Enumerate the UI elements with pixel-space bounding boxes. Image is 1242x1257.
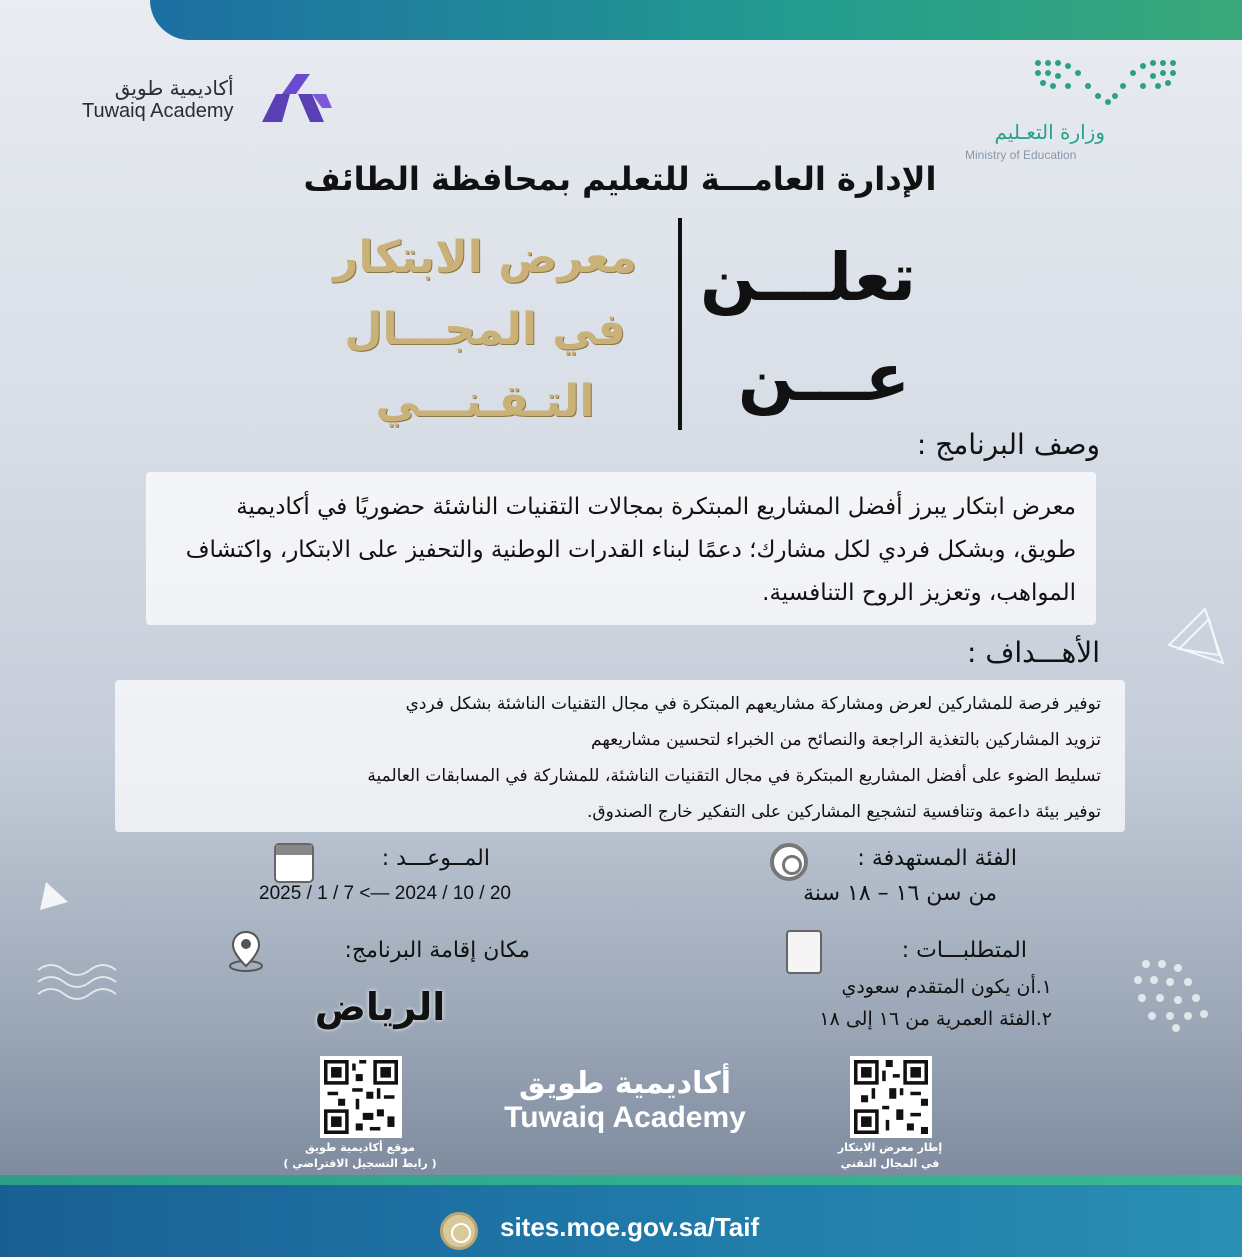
requirement-item: ٢.الفئة العمرية من ١٦ إلى ١٨ — [819, 1008, 1052, 1030]
target-label: الفئة المستهدفة : — [857, 846, 1017, 871]
footer-url-link[interactable]: sites.moe.gov.sa/Taif — [500, 1212, 760, 1242]
qr-right-caption — [820, 1140, 960, 1172]
goals-label: الأهـــداف : — [967, 636, 1100, 669]
triangle-outline-deco-icon — [1165, 605, 1227, 667]
target-value: من سن ١٦ – ١٨ سنة — [803, 881, 997, 906]
tuwaiq-logo-top — [82, 76, 234, 123]
date-label: المــوعـــد : — [381, 846, 490, 871]
qr-left-caption-line2: ( رابط التسجيل الافتراضي ) — [283, 1157, 437, 1170]
qr-right-caption-line1: إطار معرض الابتكار — [837, 1141, 943, 1154]
top-banner — [150, 0, 1242, 40]
exhibit-line1: معرض الابتكار — [333, 232, 637, 283]
footer-accent-line — [0, 1175, 1242, 1185]
vertical-divider — [678, 218, 682, 430]
tuwaiq-bottom-en: Tuwaiq Academy — [504, 1101, 746, 1134]
description-label: وصف البرنامج : — [916, 428, 1100, 461]
qr-code-icon[interactable] — [320, 1056, 402, 1138]
goal-item: توفير بيئة داعمة وتنافسية لتشجيع المشاركين على التفكير خارج الصندوق. — [587, 802, 1101, 822]
moe-name-ar: وزارة التعـليم — [994, 120, 1105, 144]
place-section — [230, 938, 530, 1029]
exhibit-line3: التـقـنـــي — [375, 376, 595, 427]
announce-text — [700, 228, 917, 428]
wave-deco-icon — [36, 950, 126, 1010]
exhibit-line2: في المجـــال — [344, 304, 626, 355]
qr-left-caption-line1: موقع أكاديمية طويق — [305, 1141, 415, 1154]
requirements-section — [607, 938, 1052, 1035]
announce-line2: عـــن — [737, 339, 910, 416]
moe-name-en: Ministry of Education — [965, 148, 1077, 162]
goal-item: تزويد المشاركين بالتغذية الراجعة والنصائح من الخبراء لتحسين مشاريعهم — [591, 730, 1101, 750]
place-city: الرياض — [314, 985, 446, 1029]
goal-item: تسليط الضوء على أفضل المشاريع المبتكرة في مجال التقنيات الناشئة، للمشاركة في المسابقات العالمية — [367, 766, 1101, 786]
exhibit-title — [330, 222, 640, 438]
globe-icon — [440, 1212, 478, 1250]
qr-code-icon[interactable] — [850, 1056, 932, 1138]
tuwaiq-logo-bottom — [500, 1066, 750, 1135]
place-label: مكان إقامة البرنامج: — [344, 938, 530, 963]
goal-item: توفير فرصة للمشاركين لعرض ومشاركة مشاريعهم المبتكرة في مجال التقنيات الناشئة بشكل فردي — [405, 694, 1101, 714]
requirement-item: ١.أن يكون المتقدم سعودي — [841, 976, 1052, 998]
tuwaiq-name-en: Tuwaiq Academy — [82, 100, 234, 122]
date-value: 2025 / 1 / 7 <— 2024 / 10 / 20 — [259, 883, 511, 904]
tuwaiq-name-ar: أكاديمية طويق — [114, 76, 234, 100]
qr-left-caption — [270, 1140, 450, 1172]
tuwaiq-logo-icon — [262, 74, 332, 124]
qr-right-caption-line2: في المجال التقني — [840, 1157, 940, 1170]
requirements-label: المتطلبـــات : — [901, 938, 1027, 963]
header-title: الإدارة العامـــة للتعليم بمحافظة الطائف — [303, 160, 937, 198]
moe-logo-icon — [1033, 58, 1178, 108]
moe-logo — [965, 58, 1180, 162]
target-section — [737, 846, 1017, 906]
requirements-list — [607, 971, 1052, 1035]
announce-line1: تعلـــن — [700, 239, 917, 316]
goals-box — [115, 680, 1125, 832]
description-box: معرض ابتكار يبرز أفضل المشاريع المبتكرة بمجالات التقنيات الناشئة حضوريًا في أكاديمية طويق، وبشكل فردي لكل مشارك؛ دعمًا لبناء القدرات الوطنية والتحفيز على الابتكار، واكتشاف المواهب، وتعزيز الروح التنافسية. — [146, 472, 1096, 625]
dots-deco-icon — [1132, 958, 1212, 1032]
tuwaiq-bottom-ar: أكاديمية طويق — [518, 1066, 732, 1101]
triangle-deco-icon — [38, 880, 70, 912]
date-section — [240, 846, 530, 905]
